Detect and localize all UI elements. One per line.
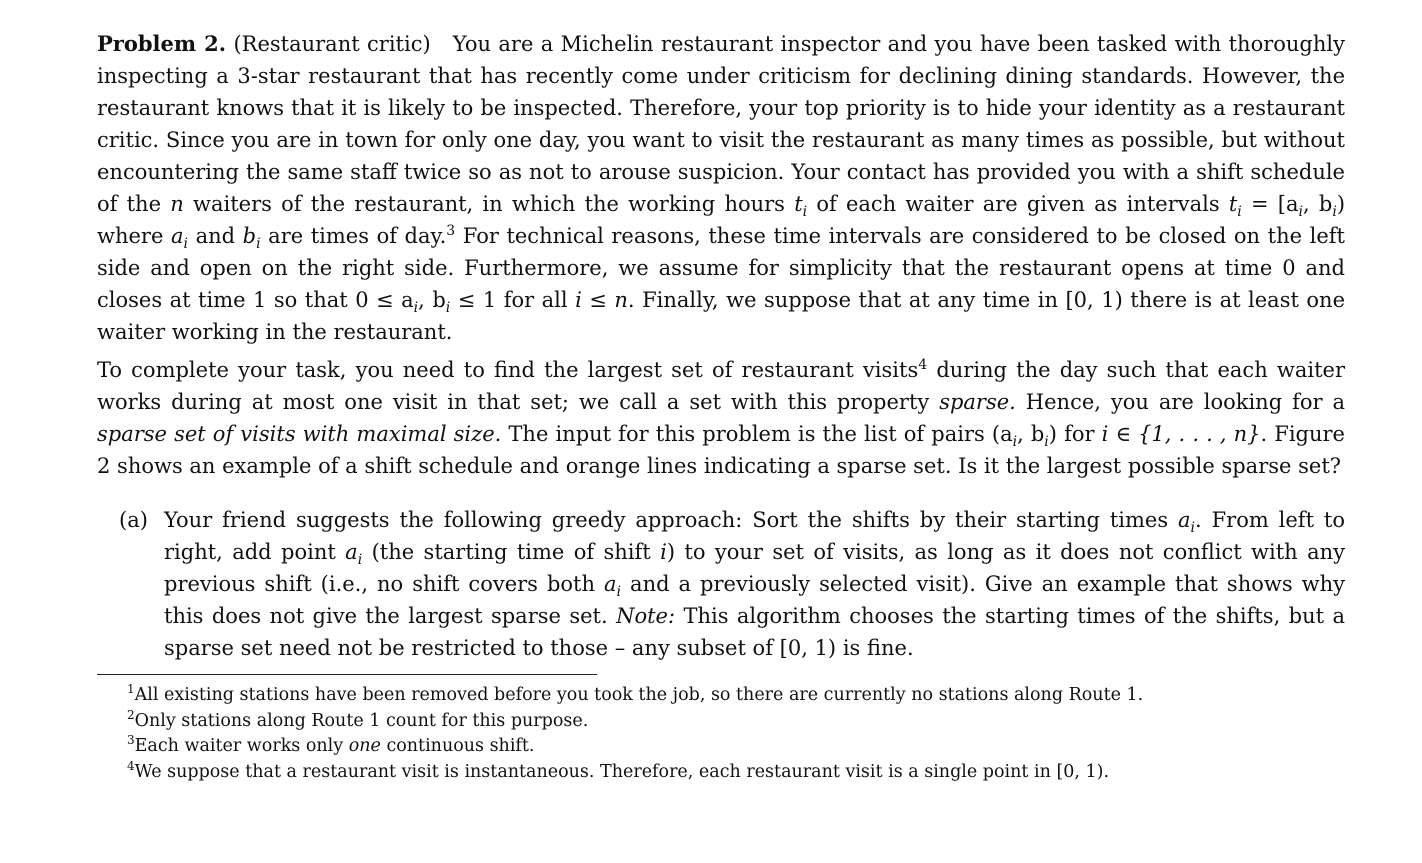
problem-paragraph-1: Problem 2. (Restaurant critic) You are a Michelin restaurant inspector and you have been tasked with thoroughly inspecting a 3-star restaurant that has recently come under criticism for declining dining standards. However, the restaurant knows that it is likely to be inspected. Therefore, your top priority is to hide your identity as a restaurant critic. Since you are in town for only one day, you want to visit the restaurant as many times as possible, but without encountering the same staff twice so as not to arouse suspicion. Your contact has provided you with a shift schedule of the n waiters of the restaurant, in which the working hours $t_i$ of each waiter are given as intervals $t_i = [a_i$, $b_i$) where $a_i$ and $b_i$ are times of day.$^3$ For technical reasons, these time intervals are considered to be closed on the left side and open on the right side. Furthermore, we assume for simplicity that the restaurant opens at time 0 and closes at time 1 so that $0 \le a_i$, $b_i \le 1$ for all i ≤ n. Finally, we suppose that at any time in [0, 1) there is at least one waiter working in the restaurant.: [97, 31, 1346, 344]
problem-paragraph-2: To complete your task, you need to find the largest set of restaurant visits$^4$ during the day such that each waiter works during at most one visit in that set; we call a set with this property sparse. Hence, you are looking for a sparse set of visits with maximal size. The input for this problem is the list of pairs ($a_i$, $b_i$) for i ∈ {1, . . . , n}. Figure 2 shows an example of a shift schedule and orange lines indicating a sparse set. Is it the largest possible sparse set?: [97, 357, 1345, 478]
part-a-text: Your friend suggests the following greedy approach: Sort the shifts by their starting times $a_i$. From left to right, add point $a_i$ (the starting time of shift i) to your set of visits, as long as it does not conflict with any previous shift (i.e., no shift covers both $a_i$ and a previously selected visit). Give an example that shows why this does not give the largest sparse set. Note: This algorithm chooses the starting times of the shifts, but a sparse set need not be restricted to those – any subset of [0, 1) is fine.: [164, 508, 1345, 660]
footnote-3: $^3$Each waiter works only one continuous shift.: [127, 733, 535, 756]
problem-page: [97, 28, 1345, 785]
footnotes: [97, 683, 1345, 785]
part-a: [97, 504, 1345, 664]
footnote-ref-3: 3: [446, 223, 456, 239]
footnote-ref-4: 4: [918, 357, 928, 373]
problem-heading: Problem 2.: [97, 31, 227, 56]
footnote-2: $^2$Only stations along Route 1 count for this purpose.: [127, 707, 589, 731]
footnote-1: $^1$All existing stations have been removed before you took the job, so there are currently no stations along Route 1.: [127, 682, 1144, 705]
part-a-label: (a): [119, 508, 148, 532]
footnote-4: $^4$We suppose that a restaurant visit is instantaneous. Therefore, each restaurant visit is a single point in [0, 1).: [127, 758, 1110, 782]
footnote-divider: [97, 674, 597, 675]
problem-title: (Restaurant critic): [233, 32, 431, 56]
